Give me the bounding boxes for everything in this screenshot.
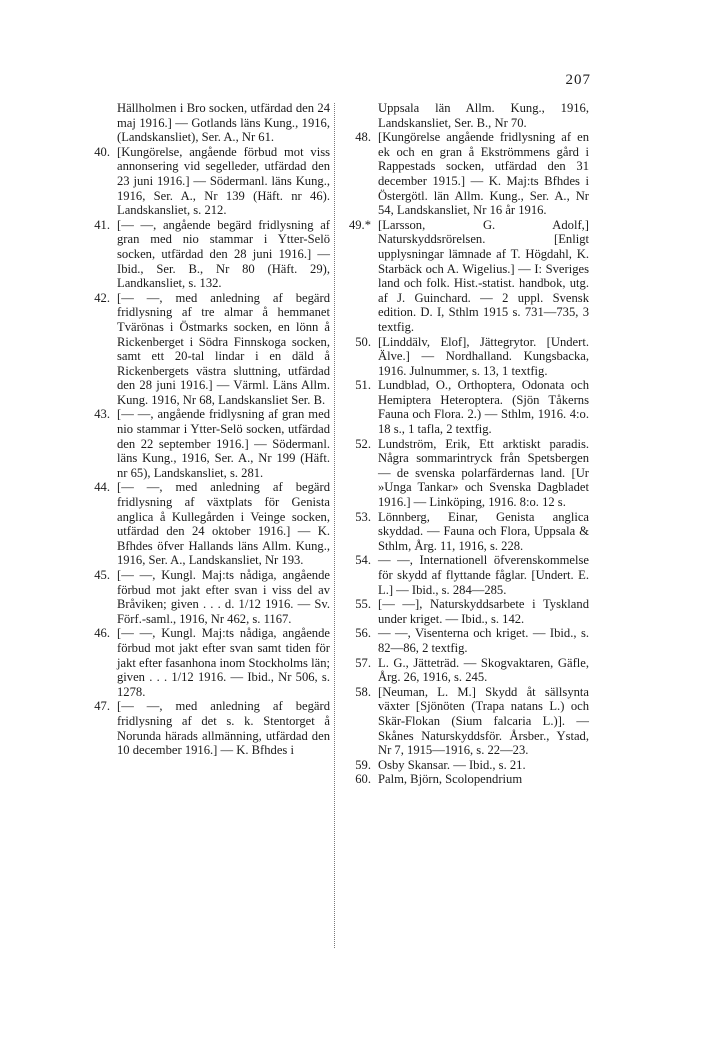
entry-text: [— —, Kungl. Maj:ts nådiga, angående förbud mot jakt efter svan i viss del av Bråviken; given . . . d. 1/12 1916. — Sv. Förf.-saml., 1916, Nr 462, s. 1167.	[117, 568, 330, 626]
bibliography-entry	[80, 145, 330, 218]
entry-text: [— —, med anledning af begärd fridlysning af växtplats för Genista anglica å Kullegården i Veinge socken, utfärdad den 24 oktober 1916.] — K. Bfhdes öfver Hallands läns Allm. Kung., 1916, Ser. A., Landskansliet, Nr 193.	[117, 480, 330, 568]
entry-number: 48.	[355, 130, 371, 145]
bibliography-entry	[341, 772, 589, 787]
bibliography-entry	[80, 101, 330, 145]
entry-text: Lundström, Erik, Ett arktiskt paradis. Några sommarintryck från Spetsbergen — de svenska polarfärdernas land. [Ur »Unga Tankar» och Svenska Dagbladet 1916.] — Linköping, 1916. 8:o. 12 s.	[378, 436, 589, 510]
entry-text: [— —], Naturskyddsarbete i Tyskland under kriget. — Ibid., s. 142.	[378, 597, 589, 626]
entry-number: 57.	[355, 655, 371, 670]
entry-number: 52.	[355, 436, 371, 451]
entry-text: [Neuman, L. M.] Skydd åt sällsynta växter [Sjönöten (Trapa natans L.) och Skär-Flokan (Sium falcaria L.)]. — Skånes Naturskyddsför. Årsber., Ystad, Nr 7, 1915—1916, s. 22—23.	[378, 684, 589, 758]
entry-text: [Linddälv, Elof], Jättegrytor. [Undert. Älve.] — Nordhalland. Kungsbacka, 1916. Julnummer, s. 13, 1 textfig.	[378, 334, 589, 378]
entry-number: 49.*	[348, 217, 371, 232]
bibliography-entry	[80, 568, 330, 626]
entry-text: Palm, Björn, Scolopendrium	[378, 772, 523, 787]
bibliography-entry	[80, 626, 330, 699]
entry-text: [Kungörelse, angående förbud mot viss annonsering vid segelleder, utfärdad den 23 juni 1916.] — Södermanl. läns Kung., 1916, Ser. A., Nr 139 (Häft. nr 46). Landskansliet, s. 212.	[117, 144, 330, 218]
bibliography-entry	[80, 291, 330, 408]
entry-number: 47.	[94, 699, 110, 714]
entry-number: 58.	[355, 684, 371, 699]
entry-text: — —, Internationell öfverenskommelse för skydd af flyttande fåglar. [Undert. E. L.] — Ibid., s. 284—285.	[378, 553, 589, 597]
entry-text: — —, Visenterna och kriget. — Ibid., s. 82—86, 2 textfig.	[378, 626, 589, 655]
entry-number: 42.	[94, 290, 110, 305]
bibliography-entry	[80, 699, 330, 757]
bibliography-entry	[341, 130, 589, 218]
column-divider	[334, 103, 335, 948]
bibliography-entry	[341, 335, 589, 379]
bibliography-entry	[341, 626, 589, 655]
entry-number: 55.	[355, 597, 371, 612]
bibliography-entry	[341, 685, 589, 758]
bibliography-entry	[341, 656, 589, 685]
entry-number: 53.	[355, 509, 371, 524]
bibliography-entry	[341, 437, 589, 510]
bibliography-entry	[341, 758, 589, 773]
entry-number: 43.	[94, 407, 110, 422]
page-number: 207	[565, 72, 591, 88]
bibliography-entry	[341, 101, 589, 130]
entry-text: [— —, Kungl. Maj:ts nådiga, angående förbud mot jakt efter svan samt tiden för jakt efter fasanhona inom Stockholms län; given . . . 1/12 1916. — Ibid., Nr 506, s. 1278.	[117, 626, 330, 699]
entry-text: [— —, angående fridlysning af gran med nio stammar i Ytter-Selö socken, utfärdad den 22 september 1916.] — Södermanl. läns Kung., 1916, Ser. A., Nr 199 (Häft. nr 65), Landskansliet, s. 281.	[117, 407, 330, 480]
entry-number: 56.	[355, 626, 371, 641]
entry-number: 45.	[94, 568, 110, 582]
entry-number: 51.	[355, 378, 371, 393]
entry-number: 40.	[94, 144, 110, 159]
entry-text: [— —, med anledning af begärd fridlysning af det s. k. Stentorget å Norunda härads allmänning, utfärdad den 10 december 1916.] — K. Bfhdes i	[117, 699, 330, 758]
entry-text: Lundblad, O., Orthoptera, Odonata och Hemiptera Heteroptera. (Sjön Tåkerns Fauna och Flora. 2.) — Sthlm, 1916. 4:o. 18 s., 1 tafla, 2 textfig.	[378, 378, 589, 437]
bibliography-entry	[341, 218, 589, 335]
bibliography-entry	[341, 378, 589, 436]
entry-number: 41.	[94, 217, 110, 232]
entry-number: 46.	[94, 626, 110, 641]
entry-text: Osby Skansar. — Ibid., s. 21.	[378, 757, 526, 772]
entry-number: 59.	[355, 757, 371, 772]
right-column	[341, 101, 589, 787]
entry-text: [— —, angående begärd fridlysning af gran med nio stammar i Ytter-Selö socken, utfärdad den 28 juni 1916.] — Ibid., Ser. B., Nr 80 (Häft. 29), Landkansliet, s. 132.	[117, 217, 330, 291]
entry-text: Uppsala län Allm. Kung., 1916, Landskansliet, Ser. B., Nr 70.	[378, 101, 589, 130]
entry-text: [— —, med anledning af begärd fridlysning af tre almar å hemmanet Tvärönas i Östmarks socken, en lönn å Rickenberget i Södra Finnskoga socken, samt ett 20-tal lindar i en däld å Rickenbergets västra sluttning, utfärdad den 28 juni 1916.] — Värml. Läns Allm. Kung. 1916, Nr 68, Landskansliet Ser. B.	[117, 290, 330, 407]
bibliography-entry	[80, 218, 330, 291]
left-column	[80, 101, 330, 758]
bibliography-entry	[341, 553, 589, 597]
entry-text: [Larsson, G. Adolf,] Naturskyddsrörelsen. [Enligt upplysningar lämnade af T. Högdahl, K. Starbäck och A. Wigelius.] — I: Sveriges land och folk. Hist.-statist. handbok, utg. af J. Guinchard. — 2 uppl. Svensk edition. D. I, Sthlm 1915 s. 731—735, 3 textfig.	[378, 217, 589, 334]
bibliography-entry	[80, 407, 330, 480]
entry-text: Hällholmen i Bro socken, utfärdad den 24 maj 1916.] — Gotlands läns Kung., 1916, (Landskansliet), Ser. A., Nr 61.	[117, 101, 330, 145]
bibliography-entry	[341, 510, 589, 554]
bibliography-entry	[341, 597, 589, 626]
entry-text: [Kungörelse angående fridlysning af en ek och en gran å Ekströmmens gård i Rappestads socken, utfärdad den 31 december 1915.] — K. Maj:ts Bfhdes i Östergötl. län Allm. Kung., Ser. A., Nr 54, Landskansliet, Nr 16 år 1916.	[378, 130, 589, 218]
entry-text: L. G., Jätteträd. — Skogvaktaren, Gäfle, Årg. 26, 1916, s. 245.	[378, 655, 589, 685]
entry-text: Lönnberg, Einar, Genista anglica skyddad. — Fauna och Flora, Uppsala & Sthlm, Årg. 11, 1916, s. 228.	[378, 509, 589, 553]
entry-number: 60.	[355, 772, 371, 787]
bibliography-entry	[80, 480, 330, 568]
entry-number: 50.	[355, 334, 371, 349]
entry-number: 44.	[94, 480, 110, 495]
entry-number: 54.	[355, 553, 371, 568]
